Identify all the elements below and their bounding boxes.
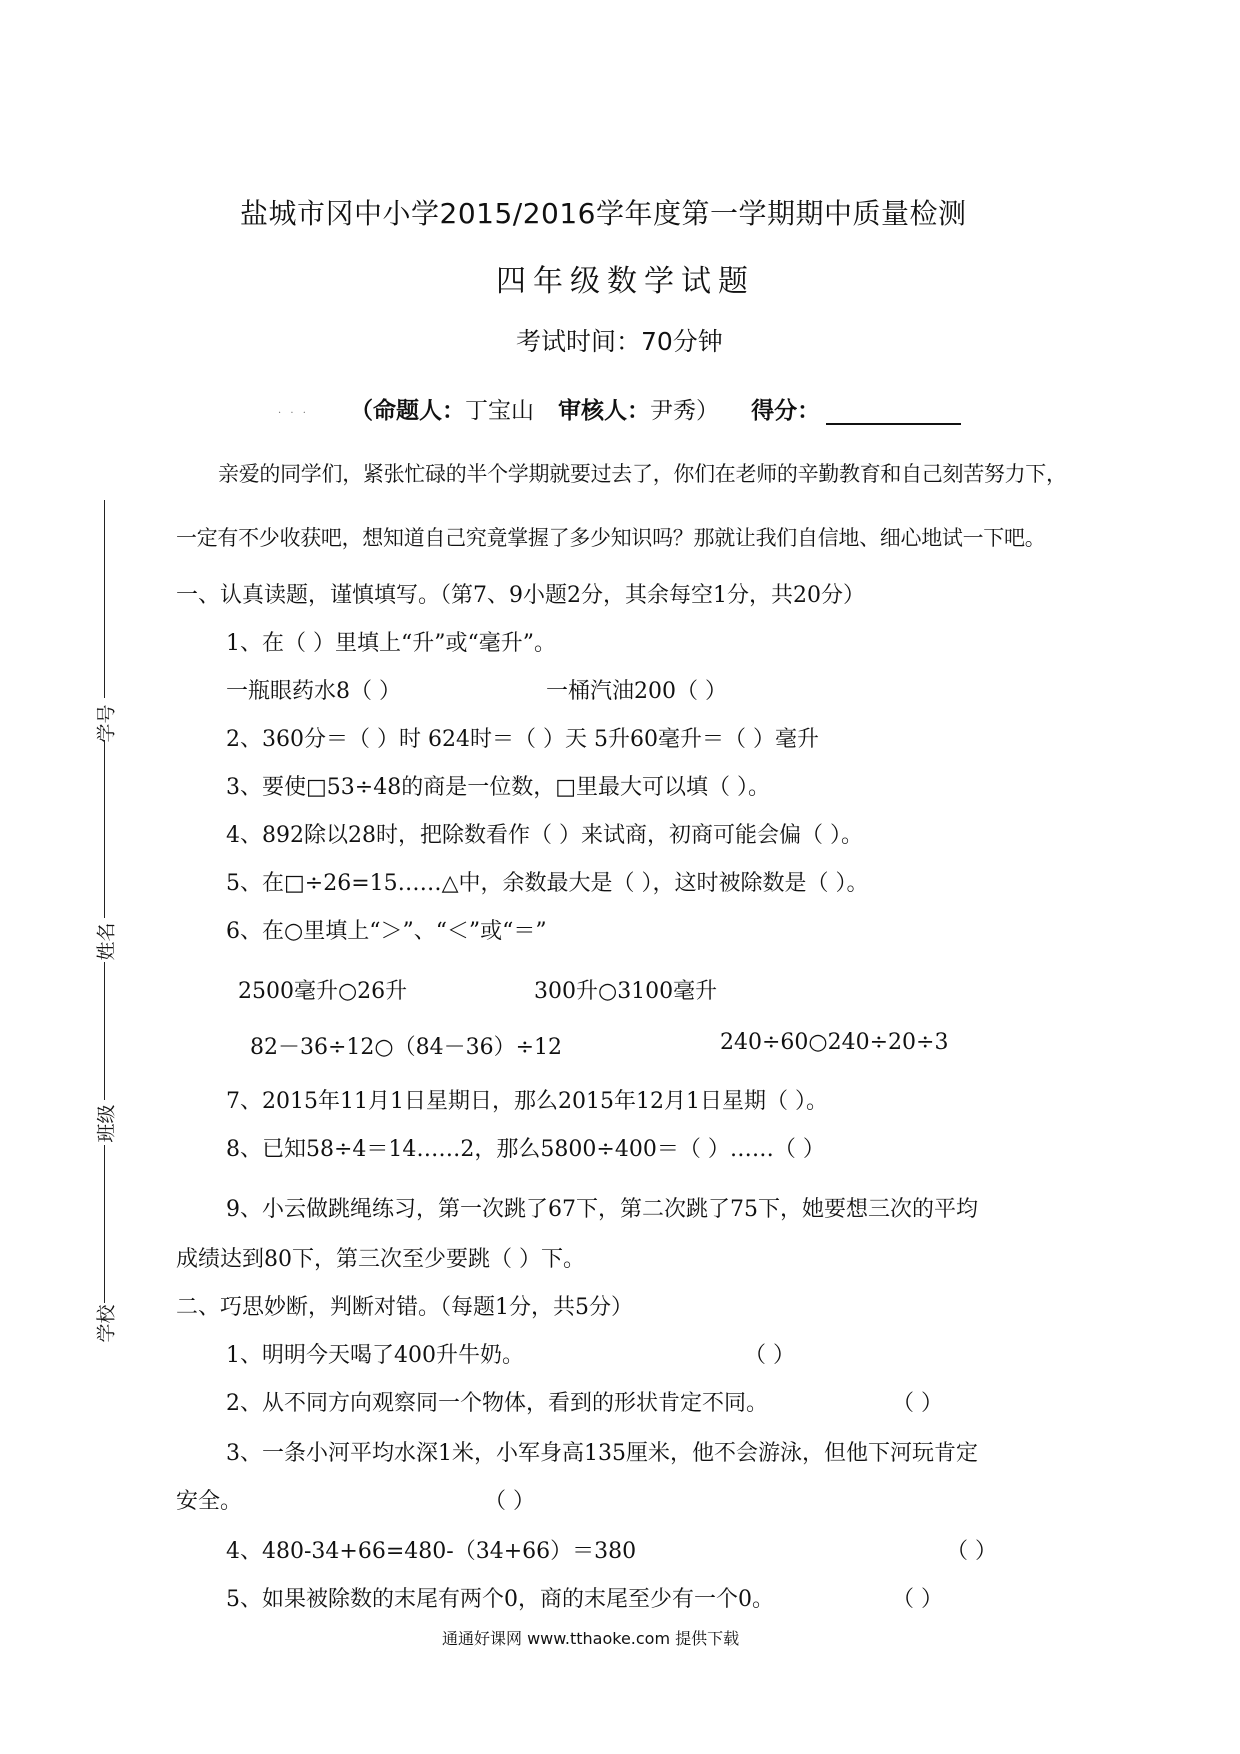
- q2-2: 2、从不同方向观察同一个物体，看到的形状肯定不同。: [226, 1391, 768, 1416]
- score-blank[interactable]: [826, 401, 961, 425]
- score-label: 得分：: [751, 398, 821, 424]
- reviewer-label: 审核人：: [558, 398, 651, 424]
- binding-label-student-id: 学号: [95, 704, 118, 743]
- q1-4: 4、892除以28时，把除数看作（ ）来试商，初商可能会偏（ ）。: [226, 823, 863, 848]
- decorative-dots: · · ·: [278, 408, 309, 419]
- q2-1: 1、明明今天喝了400升牛奶。: [226, 1343, 524, 1368]
- q2-3-answer[interactable]: （ ）: [484, 1489, 535, 1514]
- author-label: （命题人：: [350, 398, 465, 424]
- binding-label-class: 班级: [95, 1104, 118, 1143]
- q2-3-line2: 安全。: [176, 1489, 243, 1514]
- q1-6-c: 82－36÷12○（84－36）÷12: [250, 1035, 563, 1060]
- q2-4-answer[interactable]: （ ）: [946, 1539, 997, 1564]
- reviewer-name: 尹秀）: [650, 398, 720, 424]
- q2-4: 4、480-34+66=480-（34+66）＝380: [226, 1539, 637, 1564]
- footer-credit: 通通好课网 www.tthaoke.com 提供下载: [442, 1629, 740, 1648]
- section2-heading: 二、巧思妙断，判断对错。（每题1分，共5分）: [176, 1295, 633, 1320]
- q1-1: 1、在（ ）里填上“升”或“毫升”。: [226, 631, 556, 656]
- author-name: 丁宝山: [465, 398, 534, 424]
- q2-2-answer[interactable]: （ ）: [892, 1391, 943, 1416]
- q2-5: 5、如果被除数的末尾有两个0，商的末尾至少有一个0。: [226, 1587, 774, 1612]
- q2-3-line1: 3、一条小河平均水深1米，小军身高135厘米，他不会游泳，但他下河玩肯定: [226, 1441, 978, 1466]
- exam-subtitle: 四年级数学试题: [496, 264, 755, 299]
- q1-7: 7、2015年11月1日星期日，那么2015年12月1日星期（ ）。: [226, 1089, 828, 1114]
- q1-6-d: 240÷60○240÷20÷3: [720, 1030, 949, 1055]
- binding-line-1: [104, 500, 105, 698]
- binding-label-name: 姓名: [95, 922, 118, 961]
- q2-1-answer[interactable]: （ ）: [744, 1343, 795, 1368]
- q2-5-answer[interactable]: （ ）: [892, 1587, 943, 1612]
- binding-line-2: [104, 740, 105, 918]
- q1-3: 3、要使□53÷48的商是一位数，□里最大可以填（ ）。: [226, 775, 770, 800]
- binding-line-4: [104, 1145, 105, 1303]
- q1-6: 6、在○里填上“＞”、“＜”或“＝”: [226, 919, 547, 944]
- q1-5: 5、在□÷26=15……△中，余数最大是（ ），这时被除数是（ ）。: [226, 871, 869, 896]
- binding-line-3: [104, 962, 105, 1100]
- q1-8: 8、已知58÷4＝14……2，那么5800÷400＝（ ）……（ ）: [226, 1137, 825, 1162]
- exam-title: 盐城市冈中小学2015/2016学年度第一学期期中质量检测: [240, 197, 967, 230]
- q1-1-a: 一瓶眼药水8（ ）: [226, 679, 401, 704]
- q1-2: 2、360分＝（ ）时 624时＝（ ）天 5升60毫升＝（ ）毫升: [226, 727, 819, 752]
- exam-time: 考试时间：70分钟: [516, 327, 723, 356]
- intro-line-2: 一定有不少收获吧，想知道自己究竟掌握了多少知识吗？那就让我们自信地、细心地试一下吧。: [176, 526, 1046, 550]
- binding-label-school: 学校: [95, 1304, 118, 1343]
- exam-meta-line: [350, 392, 961, 425]
- q1-1-b: 一桶汽油200（ ）: [546, 679, 727, 704]
- q1-9-line2: 成绩达到80下，第三次至少要跳（ ）下。: [176, 1247, 585, 1272]
- q1-6-b: 300升○3100毫升: [534, 979, 718, 1004]
- intro-line-1: 亲爱的同学们，紧张忙碌的半个学期就要过去了，你们在老师的辛勤教育和自己刻苦努力下，: [218, 462, 1067, 486]
- q1-9-line1: 9、小云做跳绳练习，第一次跳了67下，第二次跳了75下，她要想三次的平均: [226, 1197, 978, 1222]
- q1-6-a: 2500毫升○26升: [238, 979, 408, 1004]
- section1-heading: 一、认真读题，谨慎填写。（第7、9小题2分，其余每空1分，共20分）: [176, 583, 865, 608]
